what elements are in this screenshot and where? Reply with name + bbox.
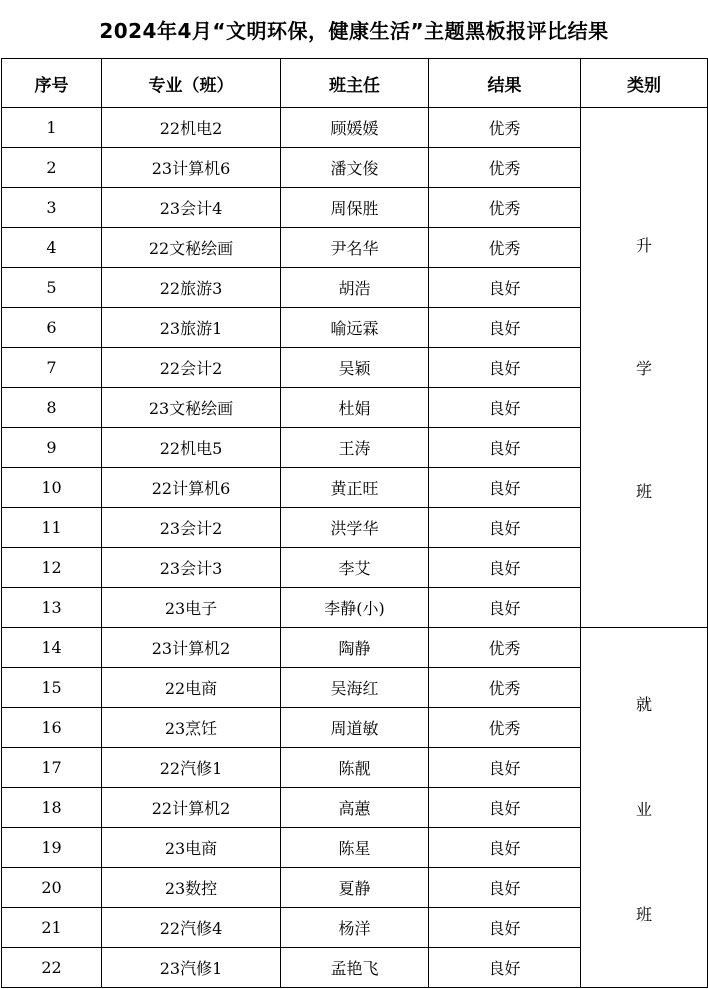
row-major: 22电商	[102, 668, 281, 708]
row-teacher: 周保胜	[281, 188, 429, 228]
row-index: 6	[2, 308, 102, 348]
row-result: 优秀	[429, 188, 581, 228]
row-result: 良好	[429, 828, 581, 868]
row-index: 18	[2, 788, 102, 828]
category-char: 学	[635, 359, 652, 378]
row-major: 22会计2	[102, 348, 281, 388]
row-teacher: 吴颖	[281, 348, 429, 388]
row-result: 良好	[429, 948, 581, 988]
row-result: 优秀	[429, 708, 581, 748]
row-index: 1	[2, 108, 102, 148]
row-teacher: 周道敏	[281, 708, 429, 748]
row-teacher: 王涛	[281, 428, 429, 468]
row-result: 良好	[429, 428, 581, 468]
category-char: 班	[635, 905, 652, 924]
category-cell	[581, 628, 708, 988]
row-index: 10	[2, 468, 102, 508]
row-index: 14	[2, 628, 102, 668]
row-result: 良好	[429, 908, 581, 948]
results-table	[1, 58, 708, 988]
header-teacher: 班主任	[281, 59, 429, 108]
row-index: 3	[2, 188, 102, 228]
row-major: 23电商	[102, 828, 281, 868]
row-major: 22计算机6	[102, 468, 281, 508]
row-index: 20	[2, 868, 102, 908]
row-result: 良好	[429, 508, 581, 548]
row-index: 19	[2, 828, 102, 868]
row-major: 22旅游3	[102, 268, 281, 308]
row-result: 良好	[429, 748, 581, 788]
row-teacher: 杨洋	[281, 908, 429, 948]
header-category: 类别	[581, 59, 708, 108]
row-major: 22计算机2	[102, 788, 281, 828]
header-row	[2, 59, 708, 108]
row-major: 23烹饪	[102, 708, 281, 748]
row-result: 优秀	[429, 228, 581, 268]
row-index: 9	[2, 428, 102, 468]
category-char: 升	[635, 236, 652, 255]
row-major: 23文秘绘画	[102, 388, 281, 428]
row-index: 2	[2, 148, 102, 188]
row-major: 22机电2	[102, 108, 281, 148]
row-index: 13	[2, 588, 102, 628]
row-teacher: 高蕙	[281, 788, 429, 828]
category-char: 班	[635, 482, 652, 501]
row-index: 11	[2, 508, 102, 548]
row-result: 良好	[429, 868, 581, 908]
row-teacher: 顾媛媛	[281, 108, 429, 148]
row-major: 23电子	[102, 588, 281, 628]
row-result: 优秀	[429, 108, 581, 148]
row-index: 16	[2, 708, 102, 748]
row-result: 良好	[429, 348, 581, 388]
row-teacher: 李静(小)	[281, 588, 429, 628]
row-result: 良好	[429, 548, 581, 588]
header-major: 专业（班）	[102, 59, 281, 108]
row-result: 良好	[429, 268, 581, 308]
row-result: 良好	[429, 308, 581, 348]
row-index: 5	[2, 268, 102, 308]
row-teacher: 胡浩	[281, 268, 429, 308]
row-teacher: 洪学华	[281, 508, 429, 548]
row-teacher: 李艾	[281, 548, 429, 588]
row-major: 23计算机6	[102, 148, 281, 188]
row-teacher: 黄正旺	[281, 468, 429, 508]
row-teacher: 潘文俊	[281, 148, 429, 188]
row-major: 22汽修4	[102, 908, 281, 948]
row-result: 优秀	[429, 148, 581, 188]
row-teacher: 夏静	[281, 868, 429, 908]
row-result: 良好	[429, 468, 581, 508]
row-result: 良好	[429, 788, 581, 828]
row-major: 22文秘绘画	[102, 228, 281, 268]
row-result: 良好	[429, 388, 581, 428]
row-major: 23数控	[102, 868, 281, 908]
row-major: 22机电5	[102, 428, 281, 468]
row-index: 17	[2, 748, 102, 788]
row-teacher: 陶静	[281, 628, 429, 668]
page-title: 2024年4月“文明环保，健康生活”主题黑板报评比结果	[99, 18, 609, 43]
row-teacher: 陈星	[281, 828, 429, 868]
row-teacher: 尹名华	[281, 228, 429, 268]
row-index: 21	[2, 908, 102, 948]
row-teacher: 喻远霖	[281, 308, 429, 348]
header-result: 结果	[429, 59, 581, 108]
row-major: 22汽修1	[102, 748, 281, 788]
row-major: 23汽修1	[102, 948, 281, 988]
row-major: 23计算机2	[102, 628, 281, 668]
category-char: 就	[635, 695, 652, 714]
category-char: 业	[635, 800, 652, 819]
row-major: 23会计2	[102, 508, 281, 548]
category-cell	[581, 108, 708, 628]
row-major: 23会计4	[102, 188, 281, 228]
row-index: 22	[2, 948, 102, 988]
row-result: 优秀	[429, 628, 581, 668]
table-row	[2, 628, 708, 668]
row-index: 15	[2, 668, 102, 708]
row-index: 8	[2, 388, 102, 428]
table-row	[2, 108, 708, 148]
row-index: 7	[2, 348, 102, 388]
row-result: 优秀	[429, 668, 581, 708]
row-teacher: 吴海红	[281, 668, 429, 708]
row-index: 12	[2, 548, 102, 588]
row-major: 23会计3	[102, 548, 281, 588]
row-index: 4	[2, 228, 102, 268]
row-teacher: 杜娟	[281, 388, 429, 428]
row-result: 良好	[429, 588, 581, 628]
row-teacher: 陈靓	[281, 748, 429, 788]
row-major: 23旅游1	[102, 308, 281, 348]
header-index: 序号	[2, 59, 102, 108]
table-body	[2, 108, 708, 988]
row-teacher: 孟艳飞	[281, 948, 429, 988]
